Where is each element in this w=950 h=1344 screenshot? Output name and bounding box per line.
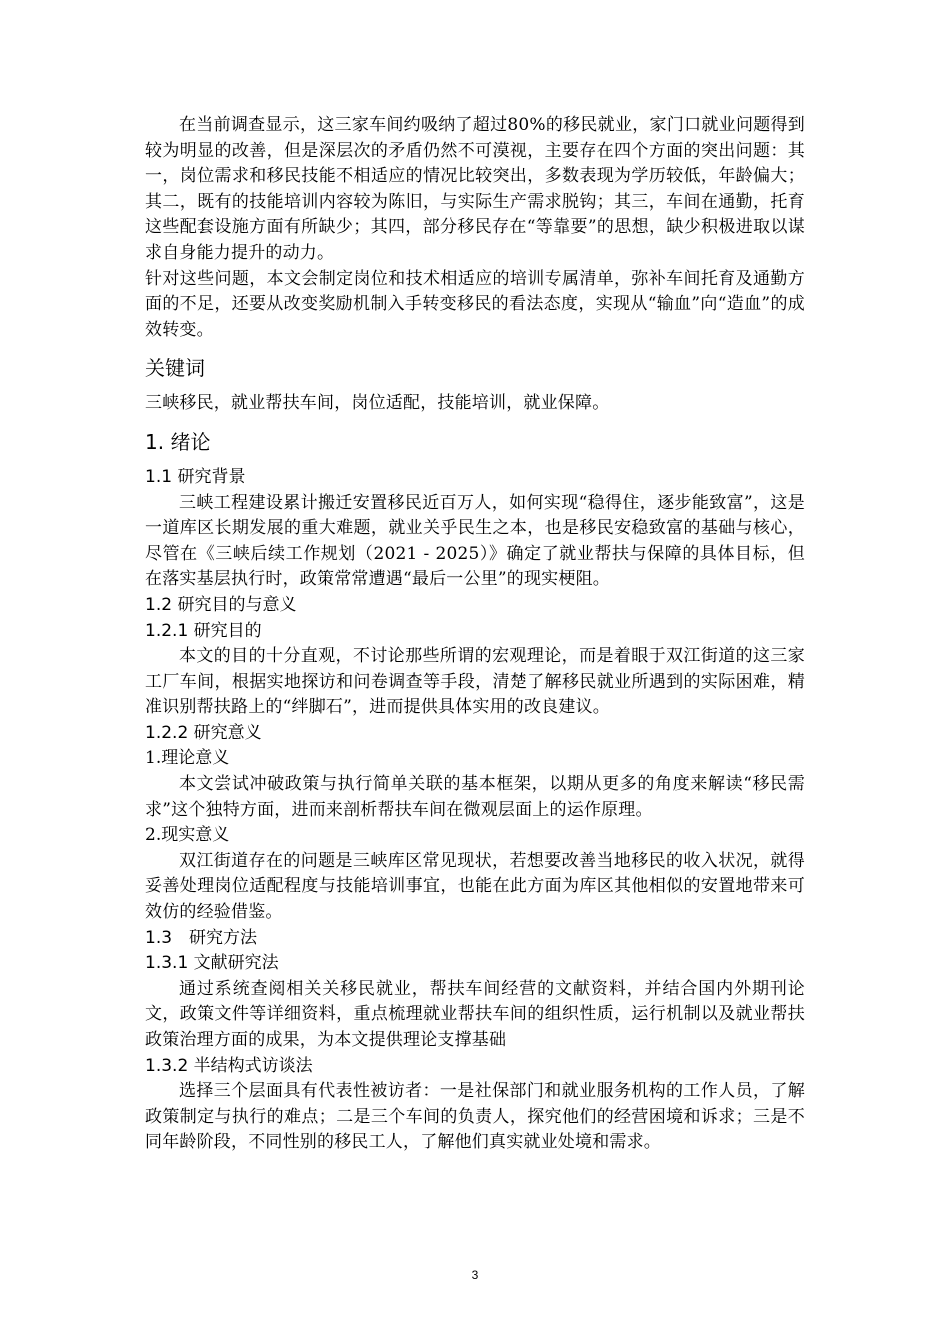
paragraph-1-3-1: 通过系统查阅相关关移民就业，帮扶车间经营的文献资料，并结合国内外期刊论文，政策文件等详细资料，重点梳理就业帮扶车间的组织性质，运行机制以及就业帮扶政策治理方面的成果，为本文提供理论支撑基础 [145,978,805,1050]
keywords-heading: 关键词 [145,356,205,381]
section-heading-1-2-1: 1.2.1 研究目的 [145,620,262,641]
keywords-text: 三峡移民，就业帮扶车间，岗位适配，技能培训，就业保障。 [145,393,610,414]
paragraph-theory: 本文尝试冲破政策与执行简单关联的基本框架，以期从更多的角度来解读“移民需求”这个独特方面，进而来剖析帮扶车间在微观层面上的运作原理。 [145,774,805,820]
page-number: 3 [471,1268,479,1282]
section-heading-1-3: 1.3 研究方法 [145,927,258,948]
subheading-practice: 2.现实意义 [145,825,230,846]
section-heading-1-2: 1.2 研究目的与意义 [145,594,297,615]
paragraph-1-2-1: 本文的目的十分直观，不讨论那些所谓的宏观理论，而是着眼于双江街道的这三家工厂车间，根据实地探访和问卷调查等手段，清楚了解移民就业所遇到的实际困难，精准识别帮扶路上的“绊脚石”，进而提供具体实用的改良建议。 [145,646,805,718]
document-body [145,113,805,1156]
section-heading-1-2-2: 1.2.2 研究意义 [145,722,262,743]
section-heading-1-3-2: 1.3.2 半结构式访谈法 [145,1055,313,1076]
paragraph-practice: 双江街道存在的问题是三峡库区常见现状，若想要改善当地移民的收入状况，就得妥善处理岗位适配程度与技能培训事宜，也能在此方面为库区其他相似的安置地带来可效仿的经验借鉴。 [145,850,805,923]
paragraph-intro-2: 针对这些问题，本文会制定岗位和技术相适应的培训专属清单，弥补车间托育及通勤方面的不足，还要从改变奖励机制入手转变移民的看法态度，实现从“输血”向“造血”的成效转变。 [145,268,805,340]
paragraph-intro-1: 在当前调查显示，这三家车间约吸纳了超过80%的移民就业，家门口就业问题得到较为明显的改善，但是深层次的矛盾仍然不可漠视，主要存在四个方面的突出问题：其一，岗位需求和移民技能不相适应的情况比较突出，多数表现为学历较低，年龄偏大；其二，既有的技能培训内容较为陈旧，与实际生产需求脱钩；其三，车间在通勤，托育这些配套设施方面有所缺少；其四，部分移民存在“等靠要”的思想，缺少积极进取以谋求自身能力提升的动力。 [145,115,805,263]
section-heading-1-1: 1.1 研究背景 [145,466,246,487]
section-heading-1-3-1: 1.3.1 文献研究法 [145,953,279,974]
section-heading-1: 1. 绪论 [145,429,211,454]
subheading-theory: 1.理论意义 [145,748,230,769]
paragraph-1-3-2: 选择三个层面具有代表性被访者：一是社保部门和就业服务机构的工作人员，了解政策制定与执行的难点；二是三个车间的负责人，探究他们的经营困境和诉求；三是不同年龄阶段，不同性别的移民工人，了解他们真实就业处境和需求。 [145,1081,805,1153]
paragraph-1-1: 三峡工程建设累计搬迁安置移民近百万人，如何实现“稳得住，逐步能致富”，这是一道库区长期发展的重大难题，就业关乎民生之本，也是移民安稳致富的基础与核心，尽管在《三峡后续工作规划（2021 - 2025）》确定了就业帮扶与保障的具体目标，但在落实基层执行时，政策常常遭遇“最后一公里”的现实梗阻。 [145,492,805,590]
